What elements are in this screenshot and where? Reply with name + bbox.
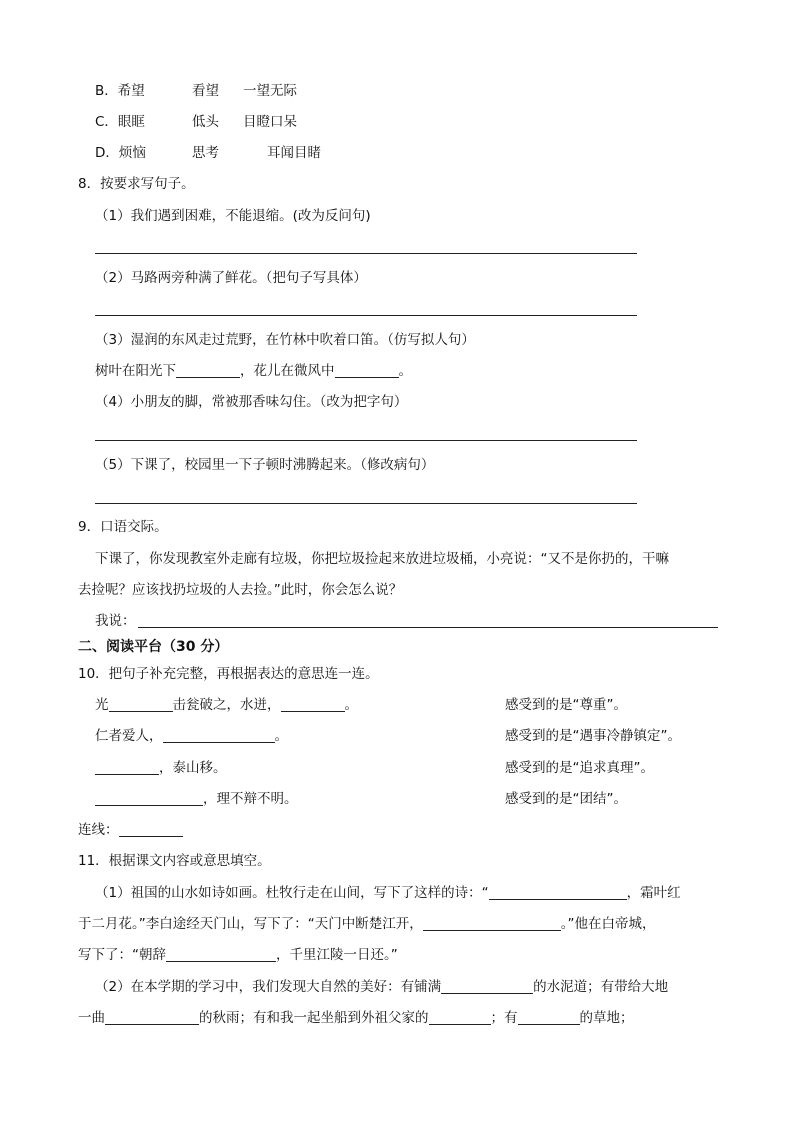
q10-row-3-a: ，泰山移。 bbox=[159, 760, 227, 776]
q9-para-line2: 去捡呢？应该找扔垃圾的人去捡。”此时，你会怎么说？ bbox=[78, 582, 403, 598]
q10-row-2-b: 。 bbox=[274, 728, 288, 744]
q10-row-4-a: ，理不辩不明。 bbox=[203, 791, 298, 807]
q8-s3-fill bbox=[95, 362, 412, 380]
q10-row-4-right: 感受到的是“团结”。 bbox=[505, 791, 627, 807]
option-b-word3: 一望无际 bbox=[243, 83, 297, 99]
q10-row-1-left bbox=[95, 696, 358, 714]
option-c-word3: 目瞪口呆 bbox=[243, 114, 297, 130]
q9-answer-line[interactable] bbox=[138, 627, 718, 628]
q8-title: 8．按要求写句子。 bbox=[78, 176, 195, 192]
blank-field[interactable] bbox=[441, 979, 533, 994]
blank-field[interactable] bbox=[281, 697, 345, 712]
blank-field[interactable] bbox=[335, 363, 399, 378]
q8-s4: （4）小朋友的脚，常被那香味勾住。（改为把字句） bbox=[95, 394, 408, 410]
option-c-word2: 低头 bbox=[192, 114, 219, 130]
q10-title: 10．把句子补充完整，再根据表达的意思连一连。 bbox=[78, 666, 379, 682]
q10-link-label: 连线： bbox=[78, 822, 119, 838]
q10-row-1-c: 。 bbox=[344, 697, 358, 713]
option-c bbox=[95, 113, 297, 131]
option-c-word1: C．眼眶 bbox=[95, 114, 145, 130]
blank-field[interactable] bbox=[423, 916, 561, 931]
q10-row-3-right: 感受到的是“追求真理”。 bbox=[505, 760, 654, 776]
blank-field[interactable] bbox=[119, 822, 183, 837]
blank-field[interactable] bbox=[166, 947, 276, 962]
q11-line-4 bbox=[95, 978, 668, 996]
q11-p5c: ；有 bbox=[490, 1010, 518, 1026]
answer-line-4[interactable] bbox=[95, 440, 637, 441]
blank-field[interactable] bbox=[105, 1010, 199, 1025]
option-d-word2: 思考 bbox=[192, 145, 219, 161]
q8-s1: （1）我们遇到困难，不能退缩。(改为反问句) bbox=[95, 208, 371, 224]
q11-p2b: 。”他在白帝城， bbox=[560, 916, 656, 932]
blank-field[interactable] bbox=[109, 697, 173, 712]
option-b-word1: B．希望 bbox=[95, 83, 145, 99]
answer-line-5[interactable] bbox=[95, 503, 637, 504]
answer-line-2[interactable] bbox=[95, 315, 637, 316]
q10-row-1-b: 击瓮破之，水迸， bbox=[172, 697, 281, 713]
q11-p4a: （2）在本学期的学习中，我们发现大自然的美好：有铺满 bbox=[95, 979, 442, 995]
q10-row-3-left bbox=[95, 759, 227, 777]
q10-row-2-a: 仁者爱人， bbox=[95, 728, 163, 744]
q11-line-2 bbox=[78, 915, 656, 933]
option-b bbox=[95, 82, 297, 100]
q10-row-1-a: 光 bbox=[95, 697, 109, 713]
q11-p3b: ，千里江陵一日还。” bbox=[276, 947, 398, 963]
q10-row-2-left bbox=[95, 727, 288, 745]
blank-field[interactable] bbox=[95, 791, 203, 806]
q10-row-2-right: 感受到的是“遇事冷静镇定”。 bbox=[505, 728, 681, 744]
blank-field[interactable] bbox=[518, 1010, 580, 1025]
q11-p2a: 于二月花。”李白途经天门山，写下了：“天门中断楚江开， bbox=[78, 916, 423, 932]
q8-s5: （5）下课了，校园里一下子顿时沸腾起来。（修改病句） bbox=[95, 457, 435, 473]
q10-link bbox=[78, 821, 183, 839]
q8-s3: （3）湿润的东风走过荒野，在竹林中吹着口笛。（仿写拟人句） bbox=[95, 332, 475, 348]
option-b-word2: 看望 bbox=[192, 83, 219, 99]
option-d-word3: 耳闻目睹 bbox=[267, 145, 321, 161]
option-d-word1: D．烦恼 bbox=[95, 145, 146, 161]
q9-answer-label: 我说： bbox=[95, 613, 136, 629]
q11-p5b: 的秋雨；有和我一起坐船到外祖父家的 bbox=[199, 1010, 429, 1026]
q8-s3-fill-b: ，花儿在微风中 bbox=[240, 363, 335, 379]
q11-line-1 bbox=[95, 884, 681, 902]
blank-field[interactable] bbox=[163, 728, 275, 743]
q11-p5d: 的草地； bbox=[579, 1010, 634, 1026]
q9-title: 9．口语交际。 bbox=[78, 519, 168, 535]
q11-p4b: 的水泥道；有带给大地 bbox=[533, 979, 669, 995]
blank-field[interactable] bbox=[429, 1010, 491, 1025]
q11-line-5 bbox=[78, 1009, 634, 1027]
q11-p3a: 写下了：“朝辞 bbox=[78, 947, 166, 963]
q9-para-line1: 下课了，你发现教室外走廊有垃圾，你把垃圾捡起来放进垃圾桶，小亮说：“又不是你扔的，干嘛 bbox=[95, 551, 669, 567]
blank-field[interactable] bbox=[176, 363, 240, 378]
blank-field[interactable] bbox=[489, 885, 627, 900]
q8-s3-fill-c: 。 bbox=[398, 363, 412, 379]
q10-row-4-left bbox=[95, 790, 298, 808]
q11-p5a: 一曲 bbox=[78, 1010, 105, 1026]
q8-s2: （2）马路两旁种满了鲜花。（把句子写具体） bbox=[95, 270, 367, 286]
answer-line-1[interactable] bbox=[95, 253, 637, 254]
q10-row-1-right: 感受到的是“尊重”。 bbox=[505, 697, 627, 713]
section-title: 二、阅读平台（30 分） bbox=[78, 639, 229, 655]
q8-s3-fill-a: 树叶在阳光下 bbox=[95, 363, 176, 379]
option-d bbox=[95, 144, 321, 162]
q11-p1a: （1）祖国的山水如诗如画。杜牧行走在山间，写下了这样的诗：“ bbox=[95, 885, 489, 901]
q11-p1b: ，霜叶红 bbox=[626, 885, 681, 901]
q11-title: 11．根据课文内容或意思填空。 bbox=[78, 853, 271, 869]
q11-line-3 bbox=[78, 946, 398, 964]
blank-field[interactable] bbox=[95, 760, 159, 775]
